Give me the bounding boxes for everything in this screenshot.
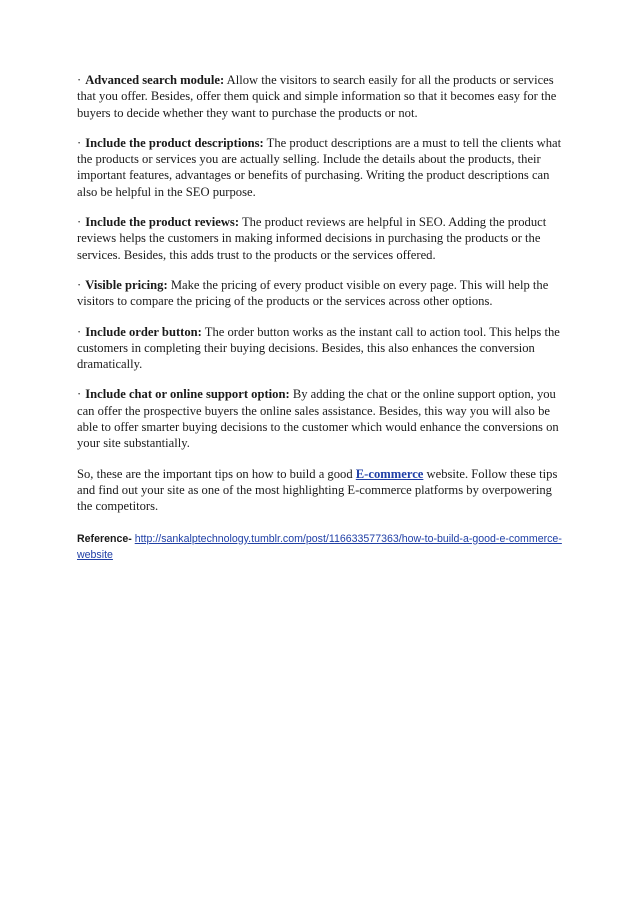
bullet-heading: Include the product descriptions:: [85, 135, 264, 150]
reference-link[interactable]: http://sankalptechnology.tumblr.com/post/116633577363/how-to-build-a-good-e-commerce-website: [77, 532, 562, 562]
bullet-advanced-search: [77, 72, 563, 121]
bullet-visible-pricing: [77, 277, 563, 310]
bullet-order-button: [77, 324, 563, 373]
bullet-text: Make the pricing of every product visible on every page. This will help the visitors to compare the pricing of the products or the services across other options.: [77, 277, 549, 309]
bullet-heading: Advanced search module:: [85, 73, 225, 87]
conclusion-text-before: So, these are the important tips on how to build a good: [77, 466, 353, 481]
ecommerce-link[interactable]: E-commerce: [355, 466, 424, 481]
bullet-mark: ·: [77, 135, 82, 150]
bullet-product-reviews: [77, 214, 563, 263]
bullet-mark: ·: [77, 215, 82, 230]
bullet-heading: Include the product reviews:: [85, 215, 240, 230]
bullet-heading: Include order button:: [85, 324, 202, 339]
bullet-text: Allow the visitors to search easily for all the products or services that you offer. Besides, offer them quick and simple information so that it becomes easy for the buyers to decide whether they want to purchase the products or not.: [77, 73, 557, 120]
bullet-product-descriptions: [77, 135, 563, 200]
bullet-heading: Visible pricing:: [85, 277, 168, 292]
bullet-mark: ·: [77, 387, 82, 402]
bullet-chat-support: [77, 386, 563, 451]
reference-line: [77, 531, 563, 564]
bullet-mark: ·: [77, 277, 82, 292]
bullet-heading: Include chat or online support option:: [85, 387, 290, 402]
conclusion-text-after: website. Follow these tips and find out your site as one of the most highlighting E-commerce platforms by overpowering the competitors.: [77, 466, 558, 514]
bullet-text: The product reviews are helpful in SEO. Adding the product reviews helps the customers in making informed decisions in purchasing the products or the services. Besides, this adds trust to the products or the services offered.: [77, 215, 547, 262]
reference-label: Reference-: [77, 532, 132, 545]
bullet-mark: ·: [77, 324, 82, 339]
bullet-text: The product descriptions are a must to tell the clients what the products or services you are actually selling. Include the details about the products, their important features, advantages or benefits of purchasing. Writing the product descriptions can also be helpful in the SEO purpose.: [77, 135, 562, 199]
bullet-mark: ·: [77, 73, 82, 87]
bullet-text: By adding the chat or the online support option, you can offer the prospective buyers the online sales assistance. Besides, this way you will also be able to offer smarter buying decisions to the customer which would enhance the conversions on your site substantially.: [77, 387, 559, 451]
bullet-text: The order button works as the instant call to action tool. This helps the customers in completing their buying decisions. Besides, this also enhances the conversion dramatically.: [77, 324, 560, 372]
document-body: [77, 72, 563, 564]
conclusion-paragraph: [77, 466, 563, 515]
